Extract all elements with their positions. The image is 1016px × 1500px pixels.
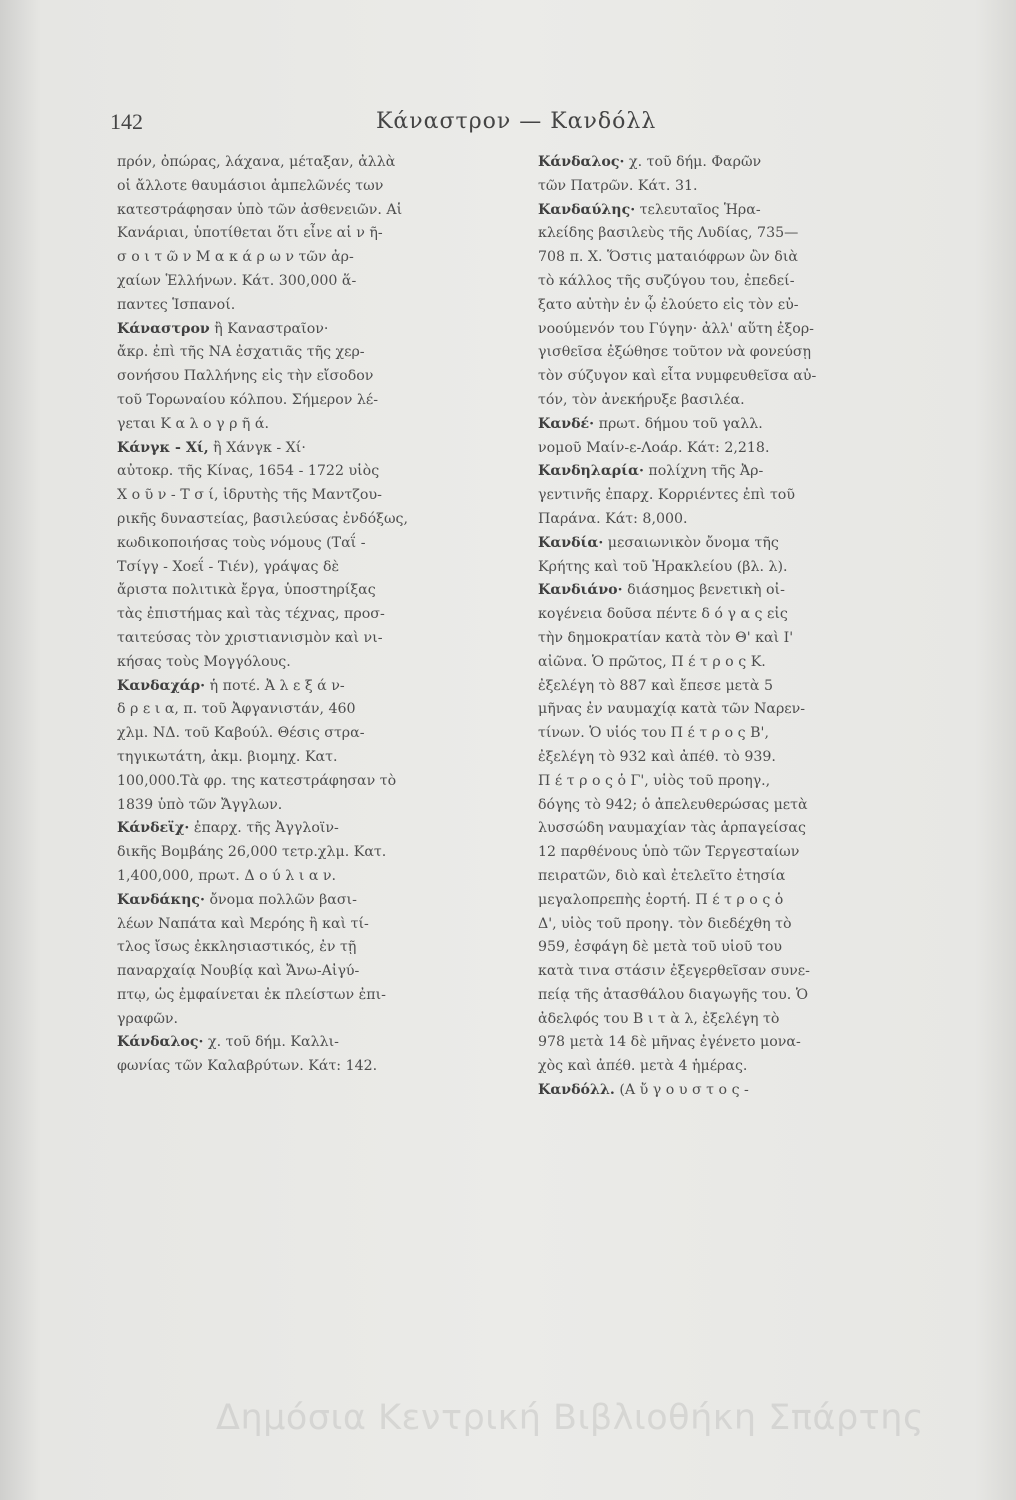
text-line: Κανάριαι, ὑποτίθεται ὅτι εἶνε αἱ ν ῆ-: [117, 225, 383, 242]
text-line: τίνων. Ὁ υἱός του Π έ τ ρ ο ς Β',: [538, 725, 769, 742]
text-line: Παράνα. Κάτ: 8,000.: [538, 510, 688, 527]
text-line: Χ ο ῦ ν - Τ σ ί, ἱδρυτὴς τῆς Μαντζου-: [117, 487, 382, 504]
entry-lemma: Κανδαχάρ·: [117, 677, 206, 694]
text-line: πειρατῶν, διὸ καὶ ἐτελεῖτο ἐτησία: [538, 867, 786, 884]
entry-text: πρωτ. δήμου τοῦ γαλλ.: [594, 415, 763, 432]
text-line: τηγικωτάτη, ἀκμ. βιομηχ. Κατ.: [117, 748, 338, 765]
entry-heading-line: [538, 532, 918, 556]
entry-text: χ. τοῦ δήμ. Φαρῶν: [624, 154, 762, 170]
text-line: 1839 ὑπὸ τῶν Ἄγγλων.: [117, 796, 283, 813]
text-line: αὐτοκρ. τῆς Κίνας, 1654 - 1722 υἱὸς: [117, 463, 380, 480]
entry-heading-line: [538, 579, 918, 603]
entry-lemma: Κανδιάνο·: [538, 582, 623, 599]
text-line: ἄκρ. ἐπὶ τῆς ΝΑ ἐσχατιᾶς τῆς χερ-: [117, 344, 365, 361]
text-line: ἐξελέγη τὸ 887 καὶ ἔπεσε μετὰ 5: [538, 677, 773, 694]
text-line: τλος ἴσως ἐκκλησιαστικός, ἐν τῇ: [117, 939, 357, 956]
entry-heading-line: [538, 199, 918, 223]
text-line: κήσας τοὺς Μογγόλους.: [117, 653, 291, 670]
text-line: κλείδης βασιλεὺς τῆς Λυδίας, 735—: [538, 225, 799, 242]
text-line: Π έ τ ρ ο ς ὁ Γ', υἱὸς τοῦ προηγ.,: [538, 772, 771, 789]
entry-text: πολίχνη τῆς Ἀρ-: [643, 463, 764, 480]
text-line: ἐξελέγη τὸ 932 καὶ ἀπέθ. τὸ 939.: [538, 748, 776, 765]
entry-lemma: Κάναστρον: [117, 320, 210, 337]
text-line: λυσσώδη ναυμαχίαν τὰς ἁρπαγείσας: [538, 820, 806, 837]
entry-heading-line: [117, 675, 497, 699]
text-line: πτῳ, ὡς ἐμφαίνεται ἐκ πλείστων ἐπι-: [117, 986, 386, 1003]
page-number: 142: [110, 109, 143, 134]
entry-lemma: Κανδέ·: [538, 415, 595, 432]
text-line: λέων Ναπάτα καὶ Μερόης ἢ καὶ τί-: [117, 915, 369, 932]
entry-text: ἢ Καναστραῖον·: [209, 320, 329, 337]
entry-lemma: Κανδηλαρία·: [538, 463, 644, 480]
text-line: χλμ. ΝΔ. τοῦ Καβούλ. Θέσις στρα-: [117, 725, 365, 742]
entry-heading-line: [538, 413, 918, 437]
entry-heading-line: [117, 437, 497, 461]
text-line: σ ο ι τ ῶ ν Μ α κ ά ρ ω ν τῶν ἀρ-: [117, 249, 354, 266]
text-line: ἄριστα πολιτικὰ ἔργα, ὑποστηρίξας: [117, 582, 376, 599]
text-line: Τσίγγ - Χοεΐ - Τιέν), γράψας δὲ: [117, 558, 340, 575]
entry-lemma: Κανδάκης·: [117, 891, 205, 908]
text-line: παναρχαίᾳ Νουβίᾳ καὶ Ἄνω-Αἰγύ-: [117, 963, 360, 980]
entry-heading-line: [117, 817, 497, 841]
text-line: δικῆς Βομβάης 26,000 τετρ.χλμ. Κατ.: [117, 844, 387, 861]
text-line: ἀδελφός του Β ι τ ὰ λ, ἐξελέγη τὸ: [538, 1010, 780, 1027]
text-line: Δ', υἱὸς τοῦ προηγ. τὸν διεδέχθη τὸ: [538, 915, 792, 932]
text-line: κατεστράφησαν ὑπὸ τῶν ἀσθενειῶν. Αἱ: [117, 201, 403, 218]
text-line: ρικῆς δυναστείας, βασιλεύσας ἐνδόξως,: [117, 510, 408, 527]
text-line: τόν, τὸν ἀνεκήρυξε βασιλέα.: [538, 391, 745, 408]
left-column: [117, 151, 497, 1079]
entry-heading-line: [117, 318, 497, 342]
text-line: 1,400,000, πρωτ. Δ ο ύ λ ι α ν.: [117, 867, 337, 884]
entry-lemma: Κανδία·: [538, 534, 604, 551]
text-line: Κρήτης καὶ τοῦ Ἡρακλείου (βλ. λ).: [538, 558, 788, 575]
text-line: χαίων Ἑλλήνων. Κάτ. 300,000 ἅ-: [117, 272, 357, 289]
entry-lemma: Κανδαύλης·: [538, 201, 636, 218]
text-line: 100,000.Τὰ φρ. της κατεστράφησαν τὸ: [117, 772, 397, 789]
text-line: δ ρ ε ι α, π. τοῦ Ἀφγανιστάν, 460: [117, 701, 356, 718]
text-line: πείᾳ τῆς ἀτασθάλου διαγωγῆς του. Ὁ: [538, 986, 809, 1003]
text-line: 708 π. Χ. Ὅστις ματαιόφρων ὢν διὰ: [538, 249, 798, 266]
library-watermark: Δημόσια Κεντρική Βιβλιοθήκη Σπάρτης: [216, 1398, 924, 1438]
text-line: νομοῦ Μαίν-ε-Λοάρ. Κάτ: 2,218.: [538, 439, 770, 456]
text-line: γεντινῆς ἐπαρχ. Κορριέντες ἐπὶ τοῦ: [538, 487, 795, 504]
entry-lemma: Κάνδαλος·: [538, 154, 625, 170]
entry-text: χ. τοῦ δήμ. Καλλι-: [203, 1034, 339, 1051]
text-line: φωνίας τῶν Καλαβρύτων. Κάτ: 142.: [117, 1058, 378, 1075]
entry-text: ἢ Χάνγκ - Χί·: [208, 439, 306, 456]
entry-text: ἐπαρχ. τῆς Ἀγγλοϊν-: [189, 820, 339, 837]
text-line: τὸ κάλλος τῆς συζύγου του, ἐπεδεί-: [538, 272, 795, 289]
entry-text: ἡ ποτέ. Ἀ λ ε ξ ά ν-: [205, 677, 345, 694]
text-line: μῆνας ἐν ναυμαχίᾳ κατὰ τῶν Ναρεν-: [538, 701, 806, 718]
text-line: χὸς καὶ ἀπέθ. μετὰ 4 ἡμέρας.: [538, 1058, 748, 1075]
text-line: τὸν σύζυγον καὶ εἶτα νυμφευθεῖσα αὐ-: [538, 368, 817, 385]
text-line: τῶν Πατρῶν. Κάτ. 31.: [538, 177, 698, 194]
text-line: παντες Ἱσπανοί.: [117, 296, 236, 313]
text-line: 959, ἐσφάγη δὲ μετὰ τοῦ υἱοῦ του: [538, 939, 782, 956]
text-line: τοῦ Τορωναίου κόλπου. Σήμερον λέ-: [117, 391, 379, 408]
text-line: 12 παρθένους ὑπὸ τῶν Τεργεσταίων: [538, 844, 800, 861]
text-line: κατὰ τινα στάσιν ἐξεγερθεῖσαν συνε-: [538, 963, 810, 980]
text-line: κογένεια δοῦσα πέντε δ ό γ α ς εἰς: [538, 606, 788, 623]
text-line: ξατο αὐτὴν ἐν ᾧ ἐλούετο εἰς τὸν εὐ-: [538, 296, 799, 313]
entry-text: τελευταῖος Ἡρα-: [635, 201, 761, 218]
text-line: αἰῶνα. Ὁ πρῶτος, Π έ τ ρ ο ς Κ.: [538, 653, 766, 670]
text-line: γισθεῖσα ἐξώθησε τοῦτον νὰ φονεύσῃ: [538, 344, 812, 361]
text-line: γραφῶν.: [117, 1010, 179, 1027]
entry-text: μεσαιωνικὸν ὄνομα τῆς: [603, 534, 779, 551]
entry-heading-line: [117, 1031, 497, 1055]
text-line: 978 μετὰ 14 δὲ μῆνας ἐγένετο μονα-: [538, 1034, 801, 1051]
page-header: [108, 104, 928, 140]
entry-heading-line: [538, 460, 918, 484]
text-line: γεται Κ α λ ο γ ρ ῆ ά.: [117, 415, 270, 432]
entry-text: ὄνομα πολλῶν βασι-: [205, 891, 357, 908]
right-column: [538, 151, 918, 1103]
entry-lemma: Κανδόλλ.: [538, 1082, 615, 1099]
entry-heading-line: [538, 151, 918, 175]
entry-lemma: Κάνγκ - Χί,: [117, 439, 209, 456]
text-line: τὰς ἐπιστήμας καὶ τὰς τέχνας, προσ-: [117, 606, 385, 623]
text-line: μεγαλοπρεπὴς ἑορτή. Π έ τ ρ ο ς ὁ: [538, 891, 784, 908]
text-line: οἱ ἄλλοτε θαυμάσιοι ἀμπελῶνές των: [117, 177, 384, 194]
entry-text: (Α ὔ γ ο υ σ τ ο ς -: [614, 1082, 749, 1099]
text-line: σονήσου Παλλήνης εἰς τὴν εἴσοδον: [117, 368, 374, 385]
text-line: νοούμενόν του Γύγην· ἀλλ' αὕτη ἐξορ-: [538, 320, 814, 337]
text-line: δόγης τὸ 942; ὁ ἀπελευθερώσας μετὰ: [538, 796, 808, 813]
text-line: ταιτεύσας τὸν χριστιανισμὸν καὶ νι-: [117, 629, 383, 646]
running-head: Κάναστρον — Κανδόλλ: [376, 109, 657, 134]
entry-lemma: Κάνδαλος·: [117, 1034, 204, 1051]
entry-text: διάσημος βενετικὴ οἰ-: [622, 582, 785, 599]
text-line: πρόν, ὀπώρας, λάχανα, μέταξαν, ἀλλὰ: [117, 154, 396, 170]
text-line: τὴν δημοκρατίαν κατὰ τὸν Θ' καὶ Ι': [538, 629, 794, 646]
entry-heading-line: [117, 889, 497, 913]
entry-heading-line: [538, 1079, 918, 1103]
entry-lemma: Κάνδεϊχ·: [117, 820, 190, 837]
text-line: κωδικοποιήσας τοὺς νόμους (Ταΐ -: [117, 534, 366, 551]
